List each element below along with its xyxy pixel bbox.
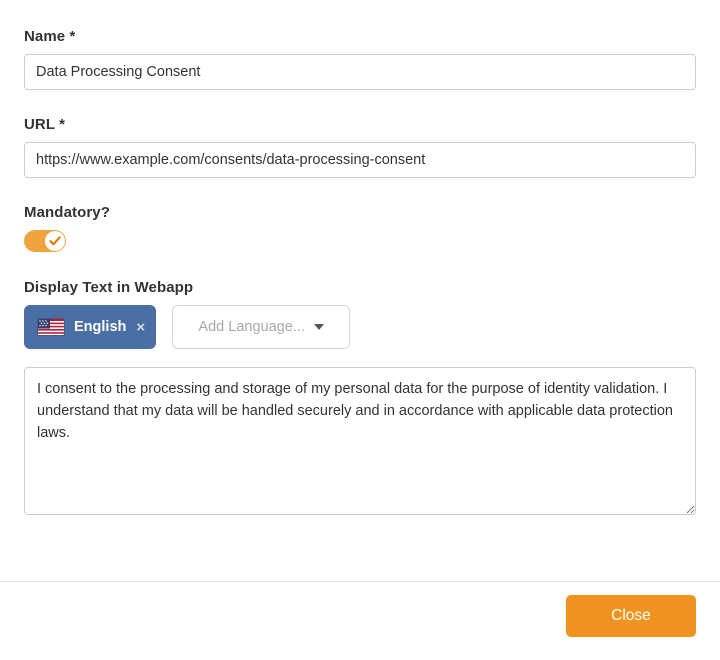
add-language-dropdown[interactable]: [172, 305, 350, 349]
toggle-knob: [45, 231, 65, 251]
check-icon: [48, 234, 62, 248]
url-input[interactable]: [24, 142, 696, 178]
url-label: URL *: [24, 116, 66, 133]
chevron-down-icon: [314, 324, 324, 330]
name-input[interactable]: [24, 54, 696, 90]
dialog-footer: [0, 581, 720, 660]
add-language-label: Add Language...: [198, 319, 305, 335]
close-button[interactable]: Close: [566, 595, 696, 637]
language-tabs: [24, 305, 696, 349]
language-chip-close-icon[interactable]: ×: [136, 318, 146, 336]
display-text-textarea[interactable]: [24, 367, 696, 515]
us-flag-icon: [37, 318, 65, 336]
name-label: Name *: [24, 28, 76, 45]
language-chip-english[interactable]: [24, 305, 156, 349]
language-chip-label: English: [74, 319, 127, 335]
display-text-label: Display Text in Webapp: [24, 279, 194, 296]
mandatory-label: Mandatory?: [24, 204, 111, 221]
mandatory-toggle[interactable]: [24, 230, 66, 252]
